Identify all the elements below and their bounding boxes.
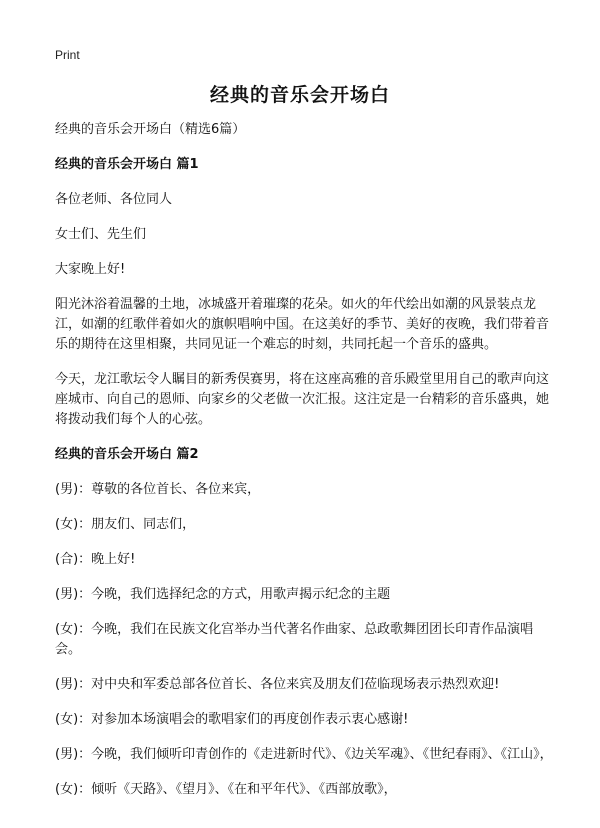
page-title: 经典的音乐会开场白 [209,84,390,106]
paragraph: 大家晚上好! [55,262,126,277]
paragraph: (女)：倾听《天路》、《望月》、《在和平年代》、《西部放歌》， [55,782,397,797]
paragraph: 各位老师、各位同人 [55,192,173,207]
paragraph: (女)：今晚，我们在民族文化宫举办当代著名作曲家、总政歌舞团团长印青作品演唱会。 [55,622,534,657]
document-body [55,120,555,815]
paragraph: (男)：对中央和军委总部各位首长、各位来宾及朋友们莅临现场表示热烈欢迎! [55,677,500,692]
paragraph: (合)：晚上好! [55,552,136,567]
section-heading-2: 经典的音乐会开场白 篇2 [55,447,199,462]
paragraph: (女)：朋友们、同志们， [55,517,196,532]
paragraph: (男)：尊敬的各位首长、各位来宾， [55,482,261,497]
paragraph: (男)：今晚，我们选择纪念的方式，用歌声揭示纪念的主题 [55,587,391,602]
paragraph: 今天，龙江歌坛令人瞩目的新秀俣赛男，将在这座高雅的音乐殿堂里用自己的歌声向这座城市、向自己的恩师、向家乡的父老做一次汇报。这注定是一台精彩的音乐盛典，她将拨动我们每个人的心弦。 [55,372,550,427]
paragraph: (女)：对参加本场演唱会的歌唱家们的再度创作表示衷心感谢! [55,712,409,727]
print-label: Print [55,48,80,62]
paragraph: (男)：今晚，我们倾听印青创作的《走进新时代》、《边关军魂》、《世纪春雨》、《江山》， [55,747,553,762]
subtitle: 经典的音乐会开场白（精选6篇） [55,122,246,137]
paragraph: 女士们、先生们 [55,227,147,242]
paragraph: 阳光沐浴着温馨的土地，冰城盛开着璀璨的花朵。如火的年代绘出如潮的风景装点龙江，如潮的红歌伴着如火的旗帜唱响中国。在这美好的季节、美好的夜晚，我们带着音乐的期待在这里相聚，共同见证一个难忘的时刻，共同托起一个音乐的盛典。 [55,297,550,352]
section-heading-1: 经典的音乐会开场白 篇1 [55,157,199,172]
